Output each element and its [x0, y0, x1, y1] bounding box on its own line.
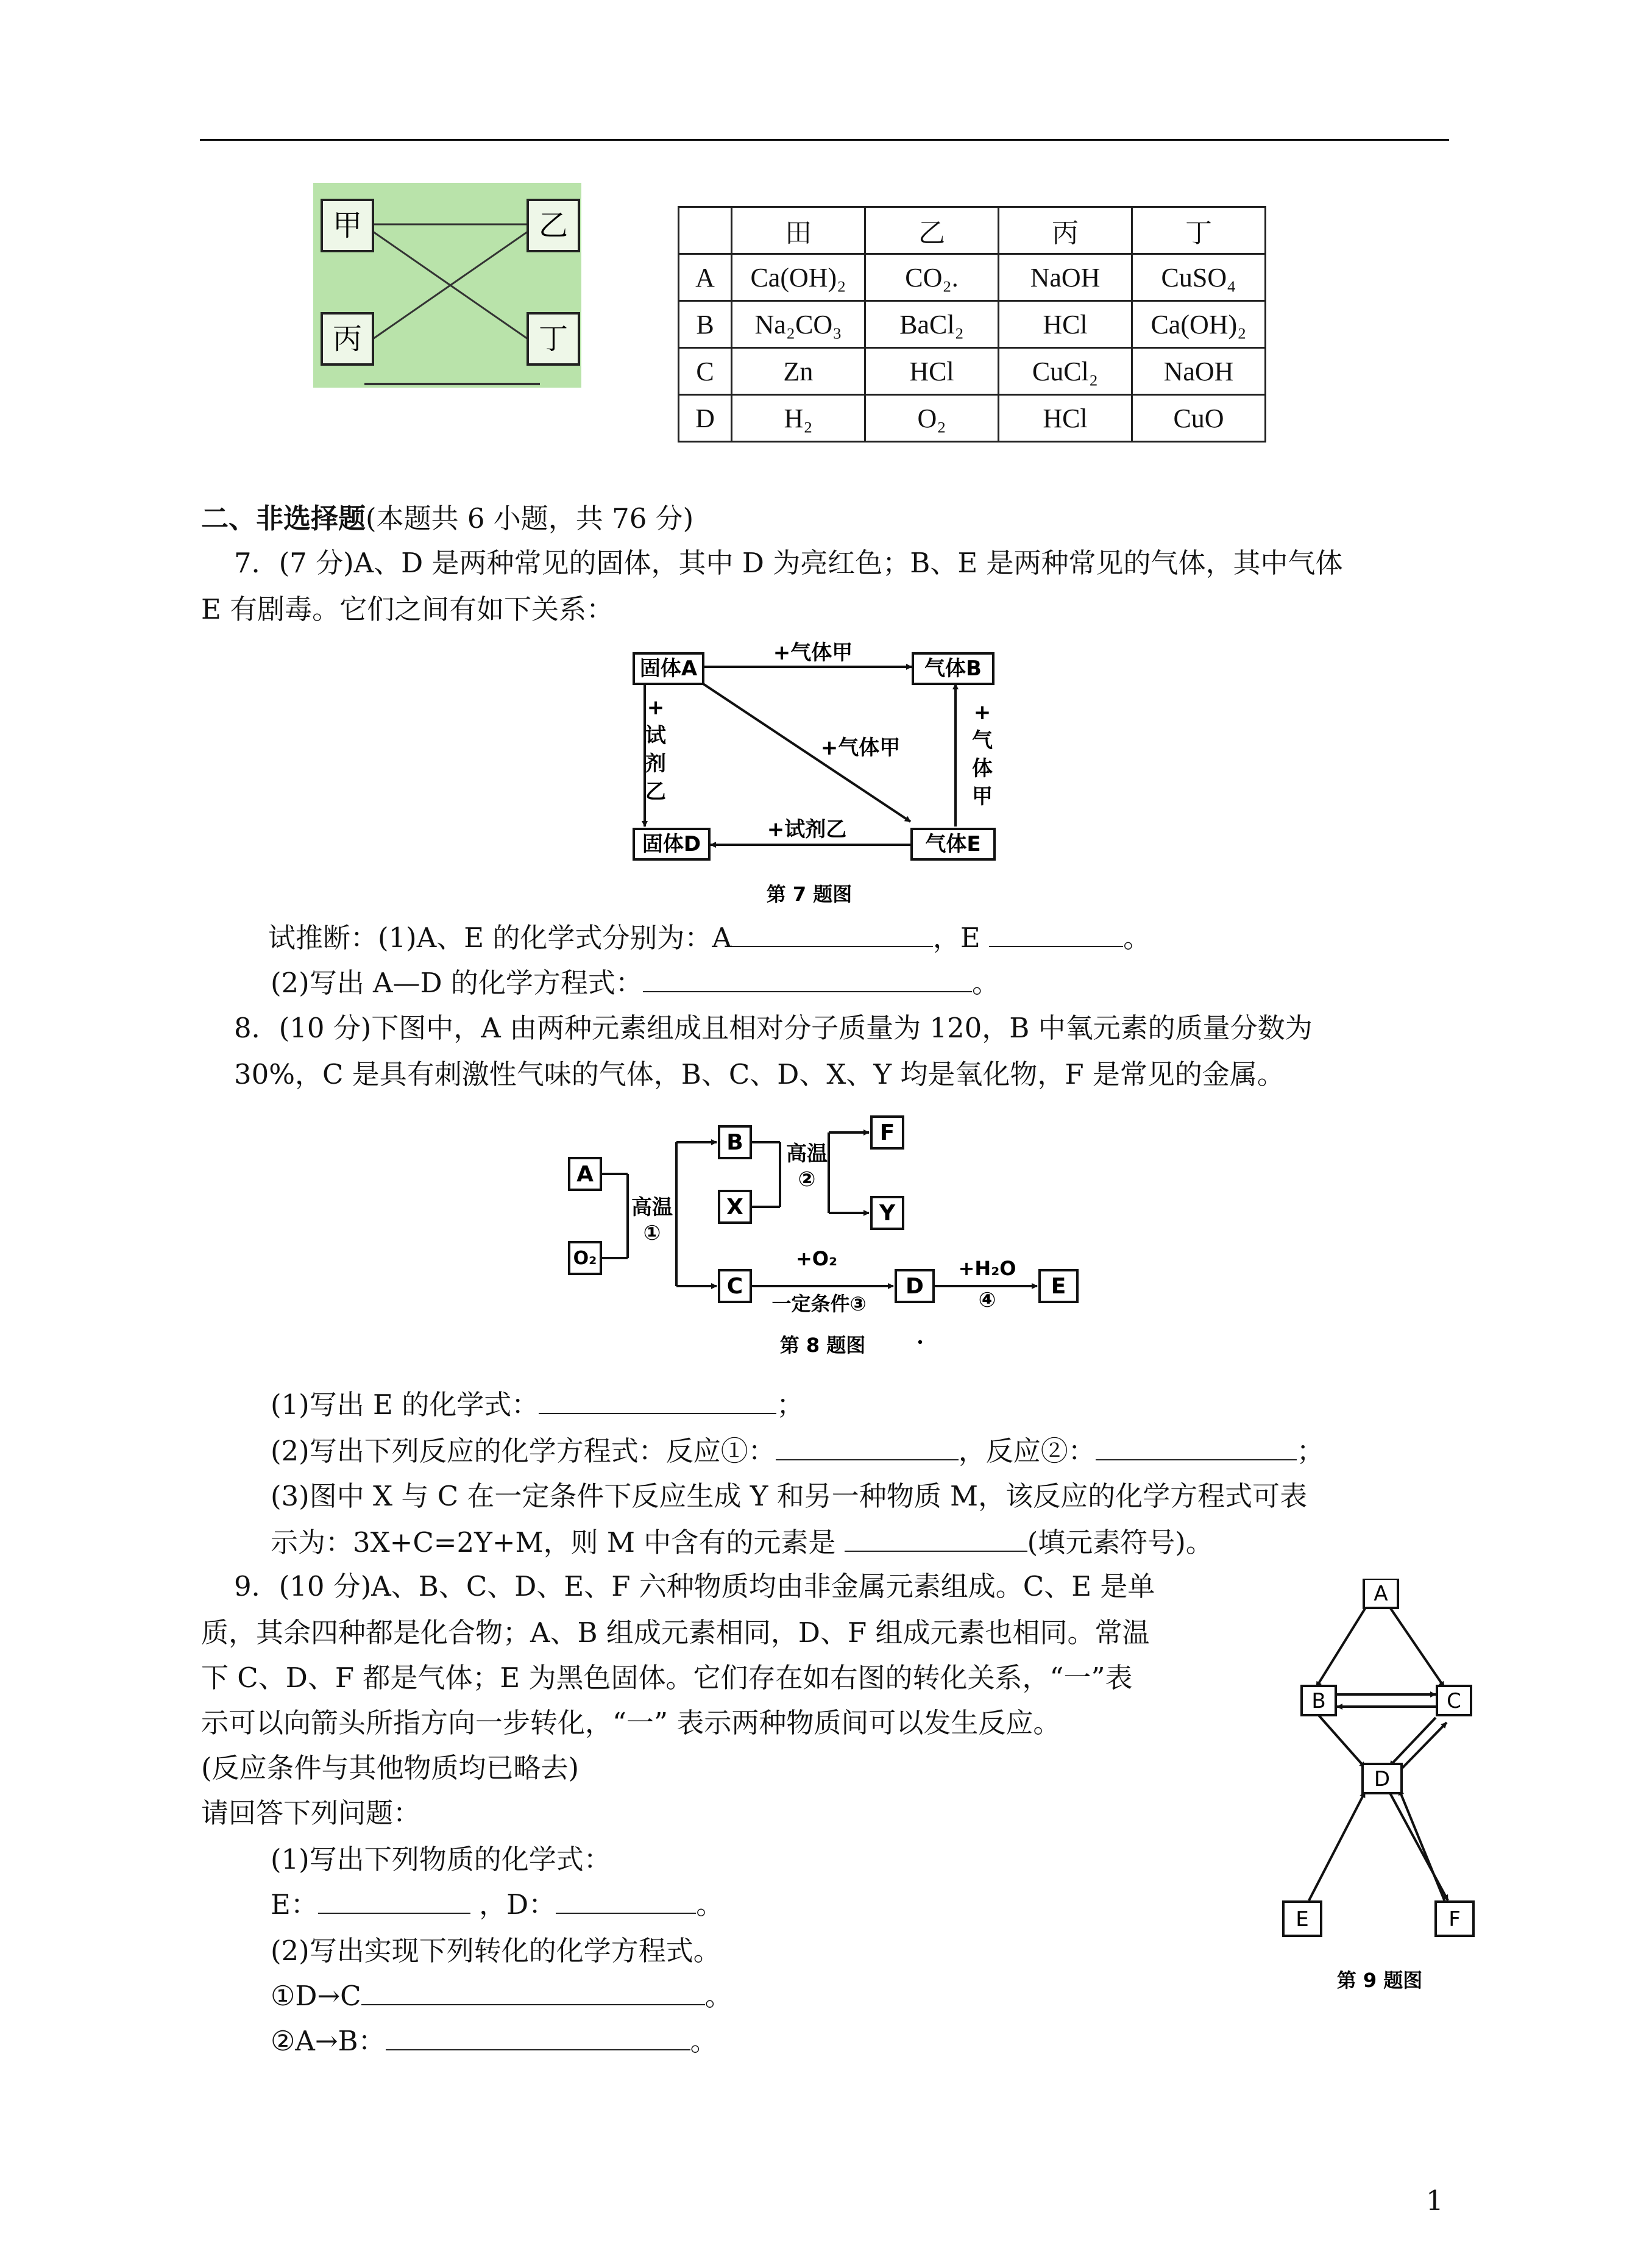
- label-solid-a: 固体A: [639, 656, 698, 681]
- label-left-arrow: 试: [645, 723, 666, 748]
- label-gas-e: 气体E: [925, 832, 981, 856]
- label-a: A: [576, 1162, 594, 1187]
- box-d: [896, 1270, 934, 1302]
- node-e: [1283, 1902, 1321, 1936]
- q9-formula-d-blank[interactable]: [556, 1886, 696, 1914]
- node-d: [1363, 1764, 1402, 1793]
- q8-caption: 第 8 题图: [779, 1334, 866, 1357]
- label-diag-arrow: +气体甲: [820, 736, 901, 760]
- node-c: [1437, 1686, 1471, 1715]
- label-gaowen-2: 高温: [786, 1142, 828, 1166]
- label-left-arrow: 剂: [645, 752, 666, 776]
- q9-sub2: (2)写出实现下列转化的化学方程式。: [271, 1935, 721, 1967]
- label-e: E: [1051, 1274, 1066, 1299]
- label-jia: 甲: [332, 208, 363, 243]
- box-b: [719, 1126, 751, 1158]
- q7-sub1: [268, 919, 1150, 957]
- box-o2: [569, 1242, 601, 1274]
- label-bottom-arrow: +试剂乙: [767, 817, 847, 842]
- label-gaowen-1: 高温: [631, 1195, 673, 1220]
- table-cell: CO₂.: [865, 254, 999, 301]
- q7-sub2: [271, 964, 999, 1002]
- q9-sub1-answers: [271, 1886, 723, 1924]
- q7-sub2-end: 。: [971, 967, 999, 999]
- table-cell: BaCl₂: [865, 301, 999, 348]
- label-left-arrow: 乙: [645, 780, 666, 804]
- q9-line3: 下 C、D、F 都是气体；E 为黑色固体。它们存在如右图的转化关系，“一”表: [201, 1662, 1133, 1694]
- q9-a-to-b-blank[interactable]: [386, 2022, 690, 2050]
- box-bing: [322, 313, 373, 364]
- node-f: [1436, 1902, 1473, 1936]
- table-row: [679, 348, 1266, 395]
- table-cell: Ca(OH)₂: [732, 254, 865, 301]
- label-c: C: [1447, 1689, 1461, 1713]
- table-row: [679, 254, 1266, 301]
- label-reaction-4: ④: [978, 1288, 996, 1312]
- q9-sub1-e-label: E：: [271, 1888, 318, 1921]
- q8-sub2: [271, 1432, 1324, 1470]
- q9-sub2-1: [271, 1977, 732, 2015]
- table-cell: CuO: [1132, 395, 1266, 442]
- q7-sub1-prefix: 试推断：(1)A、E 的化学式分别为：A: [268, 922, 732, 954]
- q7-equation-blank[interactable]: [643, 964, 972, 992]
- label-b: B: [1311, 1689, 1326, 1713]
- label-ding: 丁: [538, 322, 569, 356]
- box-solid-a: [634, 653, 703, 684]
- q9-line5: (反应条件与其他物质均已略去): [201, 1752, 580, 1784]
- table-header-row: [679, 207, 1266, 254]
- q7-diagram: [626, 640, 1010, 908]
- label-plus-h2o: +H₂O: [958, 1257, 1016, 1280]
- q7-sub2-prefix: (2)写出 A—D 的化学方程式：: [271, 967, 643, 999]
- label-bing: 丙: [332, 322, 363, 356]
- box-ding: [528, 313, 579, 364]
- q8-line2: 30%，C 是具有刺激性气味的气体，B、C、D、X、Y 均是氧化物，F 是常见的金属。: [234, 1058, 1285, 1090]
- q9-sub2-2-label: ②A→B：: [271, 2025, 386, 2057]
- label-b: B: [726, 1130, 743, 1155]
- box-solid-d: [634, 829, 709, 859]
- label-right-arrow: 甲: [972, 784, 993, 809]
- q9-caption: 第 9 题图: [1336, 1969, 1423, 1992]
- box-gas-e: [912, 829, 994, 859]
- q8-sub2-prefix: (2)写出下列反应的化学方程式：反应①：: [271, 1435, 776, 1467]
- table-cell: Ca(OH)₂: [1132, 301, 1266, 348]
- q7-sub1-end: 。: [1123, 922, 1151, 954]
- q9-sub1: (1)写出下列物质的化学式：: [271, 1843, 611, 1875]
- label-yi: 乙: [538, 208, 569, 243]
- label-gas-b: 气体B: [924, 656, 982, 681]
- page-number: 1: [1426, 2184, 1444, 2217]
- q8-sub3-line1: (3)图中 X 与 C 在一定条件下反应生成 Y 和另一种物质 M，该反应的化学方程式可表: [271, 1480, 1308, 1512]
- label-x: X: [726, 1195, 743, 1220]
- q9-sub2-2: [271, 2022, 718, 2060]
- section-note: (本题共 6 小题，共 76 分): [366, 502, 694, 535]
- q9-line6: 请回答下列问题：: [201, 1797, 421, 1829]
- q9-sub2-2-end: 。: [690, 2025, 718, 2057]
- q8-sub3-line2: [271, 1524, 1213, 1562]
- header-rule: [200, 139, 1449, 141]
- q7-sub1-mid: ，E: [932, 922, 980, 954]
- label-e: E: [1296, 1907, 1309, 1932]
- table-cell: B: [679, 301, 732, 348]
- box-f: [871, 1117, 903, 1148]
- label-d: D: [1374, 1767, 1391, 1791]
- q8-line1: 8．(10 分)下图中，A 由两种元素组成且相对分子质量为 120，B 中氧元素的质量分数为: [234, 1012, 1313, 1044]
- q8-caption-dot: •: [916, 1335, 924, 1351]
- q9-line2: 质，其余四种都是化合物；A、B 组成元素相同，D、F 组成元素也相同。常温: [201, 1616, 1150, 1649]
- label-o2: O₂: [573, 1248, 597, 1269]
- table-cell: 丁: [1132, 207, 1266, 254]
- box-yi: [528, 200, 579, 251]
- q9-sub2-1-label: ①D→C: [271, 1980, 361, 2012]
- node-b: [1302, 1686, 1336, 1715]
- q7-answer-a-blank[interactable]: [732, 919, 933, 947]
- box-x: [719, 1191, 751, 1223]
- figure6-diagram: [313, 183, 581, 388]
- table-cell: HCl: [999, 301, 1132, 348]
- table-row: [679, 301, 1266, 348]
- label-c: C: [726, 1274, 743, 1299]
- q9-sub1-end: 。: [696, 1888, 724, 1921]
- box-e: [1040, 1270, 1077, 1302]
- label-right-arrow: 体: [972, 756, 993, 781]
- table-cell: Na₂CO₃: [732, 301, 865, 348]
- table-cell: 乙: [865, 207, 999, 254]
- label-condition-3: 一定条件③: [771, 1292, 867, 1315]
- table-cell: Zn: [732, 348, 865, 395]
- label-reaction-2: ②: [798, 1167, 816, 1192]
- options-table: [678, 206, 1266, 443]
- q8-reaction1-blank[interactable]: [776, 1432, 959, 1460]
- q8-sub1: [271, 1386, 804, 1424]
- q8-element-blank[interactable]: [845, 1524, 1027, 1552]
- q8-diagram: [561, 1109, 1097, 1365]
- label-a: A: [1374, 1582, 1388, 1606]
- q7-answer-e-blank[interactable]: [989, 919, 1123, 947]
- q8-reaction2-blank[interactable]: [1096, 1432, 1297, 1460]
- label-y: Y: [879, 1201, 896, 1226]
- q8-sub2-mid: ，反应②：: [958, 1435, 1096, 1467]
- table-cell: CuSO₄: [1132, 254, 1266, 301]
- q8-formula-e-blank[interactable]: [539, 1386, 776, 1414]
- label-right-arrow: 气: [972, 728, 993, 753]
- q9-line4: 示可以向箭头所指方向一步转化，“一” 表示两种物质间可以发生反应。: [201, 1707, 1061, 1739]
- q7-line2: E 有剧毒。它们之间有如下关系：: [201, 593, 614, 625]
- q8-sub2-end: ；: [1296, 1435, 1324, 1467]
- q9-sub1-d-label: ，D：: [479, 1888, 556, 1921]
- box-jia: [322, 200, 373, 251]
- table-cell: NaOH: [999, 254, 1132, 301]
- label-f: F: [1448, 1907, 1461, 1932]
- node-a: [1364, 1579, 1398, 1608]
- table-cell: C: [679, 348, 732, 395]
- table-cell: NaOH: [1132, 348, 1266, 395]
- table-cell: H₂: [732, 395, 865, 442]
- q8-sub1-end: ；: [776, 1388, 804, 1421]
- table-cell: 田: [732, 207, 865, 254]
- box-gas-b: [913, 653, 993, 684]
- label-left-arrow: +: [647, 695, 665, 720]
- label-f: F: [879, 1120, 895, 1145]
- q9-diagram: [1280, 1579, 1499, 2005]
- q9-sub2-1-end: 。: [704, 1980, 732, 2012]
- box-c: [719, 1270, 751, 1302]
- q9-line1: 9．(10 分)A、B、C、D、E、F 六种物质均由非金属元素组成。C、E 是单: [234, 1570, 1155, 1602]
- table-cell: O₂: [865, 395, 999, 442]
- section-heading: 二、非选择题: [201, 502, 366, 535]
- q8-sub1-prefix: (1)写出 E 的化学式：: [271, 1388, 539, 1421]
- label-solid-d: 固体D: [642, 832, 701, 856]
- q8-sub3-end: (填元素符号)。: [1027, 1526, 1213, 1559]
- label-plus-o2: +O₂: [795, 1247, 838, 1270]
- q8-sub3-prefix: 示为：3X+C=2Y+M，则 M 中含有的元素是: [271, 1526, 836, 1559]
- table-cell: CuCl₂: [999, 348, 1132, 395]
- label-right-arrow: +: [973, 700, 991, 725]
- table-cell: 丙: [999, 207, 1132, 254]
- q9-d-to-c-blank[interactable]: [361, 1977, 705, 2005]
- section-heading-line: [201, 500, 693, 538]
- table-row: [679, 395, 1266, 442]
- table-cell: HCl: [999, 395, 1132, 442]
- q7-line1: 7．(7 分)A、D 是两种常见的固体，其中 D 为亮红色；B、E 是两种常见的气体，其中气体: [234, 547, 1343, 579]
- label-top-arrow: +气体甲: [773, 641, 853, 665]
- table-cell: D: [679, 395, 732, 442]
- box-y: [871, 1197, 903, 1229]
- q7-caption: 第 7 题图: [766, 883, 853, 906]
- q9-formula-e-blank[interactable]: [318, 1886, 470, 1914]
- table-cell: [679, 207, 732, 254]
- box-a: [569, 1158, 601, 1190]
- label-reaction-1: ①: [643, 1221, 661, 1245]
- table-cell: A: [679, 254, 732, 301]
- label-d: D: [906, 1274, 924, 1299]
- table-cell: HCl: [865, 348, 999, 395]
